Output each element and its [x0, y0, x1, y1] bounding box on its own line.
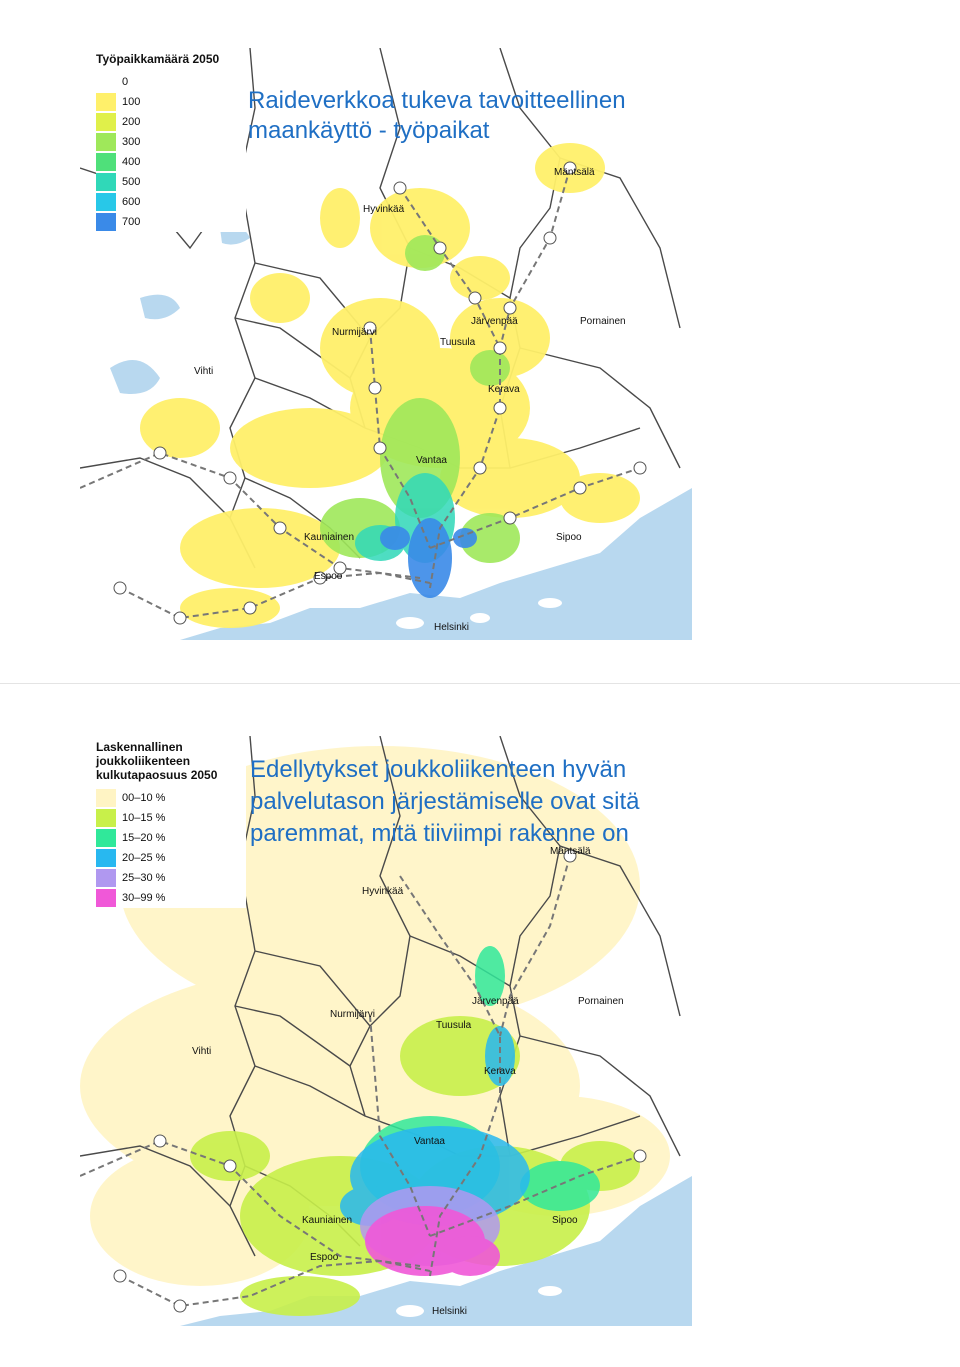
city-label: Kerava — [484, 1066, 516, 1077]
title-line: paremmat, mitä tiiviimpi rakenne on — [250, 820, 629, 847]
legend-items — [96, 72, 246, 232]
city-label: Vihti — [194, 366, 214, 377]
city-label: Hyvinkää — [362, 886, 404, 897]
legend-label: 700 — [122, 216, 141, 228]
legend-workplaces — [96, 52, 246, 232]
city-label: Järvenpää — [471, 316, 518, 327]
title-line: palvelutason järjestämiselle ovat sitä — [250, 788, 640, 815]
legend-label: 200 — [122, 116, 141, 128]
legend-swatch — [96, 193, 116, 211]
legend-item — [96, 848, 246, 868]
city-label: Vantaa — [416, 455, 447, 466]
legend-swatch — [96, 133, 116, 151]
slide-transit-share — [0, 683, 960, 1366]
city-label: Espoo — [310, 1252, 339, 1263]
legend-label: 10–15 % — [122, 812, 166, 824]
city-label: Kauniainen — [304, 532, 355, 543]
legend-item — [96, 212, 246, 232]
city-label: Kauniainen — [302, 1215, 353, 1226]
city-label: Hyvinkää — [363, 204, 405, 215]
legend-title-line: joukkoliikenteen — [96, 754, 191, 768]
city-label: Järvenpää — [472, 996, 519, 1007]
city-label: Kerava — [488, 384, 520, 395]
legend-item — [96, 172, 246, 192]
city-label: Sipoo — [552, 1215, 578, 1226]
legend-label: 15–20 % — [122, 832, 166, 844]
city-label: Mäntsälä — [554, 167, 595, 178]
legend-item — [96, 112, 246, 132]
legend-item — [96, 788, 246, 808]
legend-item — [96, 828, 246, 848]
legend-transit-share — [96, 740, 246, 908]
slide-workplaces — [0, 0, 960, 683]
legend-swatch — [96, 213, 116, 231]
legend-label: 300 — [122, 136, 141, 148]
title-line: Edellytykset joukkoliikenteen hyvän — [250, 756, 627, 783]
legend-swatch — [96, 93, 116, 111]
legend-item — [96, 92, 246, 112]
city-label: Sipoo — [556, 532, 582, 543]
legend-swatch — [96, 153, 116, 171]
legend-label: 100 — [122, 96, 141, 108]
city-label: Nurmijärvi — [330, 1009, 375, 1020]
slide-title — [248, 86, 768, 146]
legend-item — [96, 192, 246, 212]
city-label: Vihti — [192, 1046, 212, 1057]
legend-items — [96, 788, 246, 908]
city-label: Vantaa — [414, 1136, 445, 1147]
legend-swatch — [96, 113, 116, 131]
city-label: Espoo — [314, 571, 343, 582]
legend-swatch — [96, 869, 116, 887]
legend-swatch — [96, 889, 116, 907]
legend-item — [96, 808, 246, 828]
legend-item — [96, 152, 246, 172]
slide-title — [250, 754, 770, 850]
legend-swatch — [96, 73, 116, 91]
legend-label: 600 — [122, 196, 141, 208]
legend-label: 20–25 % — [122, 852, 166, 864]
legend-label: 400 — [122, 156, 141, 168]
city-label: Helsinki — [432, 1306, 468, 1317]
city-label: Nurmijärvi — [332, 327, 377, 338]
legend-swatch — [96, 829, 116, 847]
city-label: Tuusula — [440, 337, 476, 348]
legend-label: 0 — [122, 76, 129, 88]
legend-label: 30–99 % — [122, 892, 166, 904]
legend-item — [96, 888, 246, 908]
city-label: Helsinki — [434, 622, 470, 633]
title-line: maankäyttö - työpaikat — [248, 117, 490, 144]
city-label: Tuusula — [436, 1020, 472, 1031]
legend-label: 500 — [122, 176, 141, 188]
legend-title-line: Laskennallinen — [96, 740, 183, 754]
legend-title-line: kulkutapaosuus 2050 — [96, 768, 218, 782]
legend-swatch — [96, 809, 116, 827]
legend-label: 25–30 % — [122, 872, 166, 884]
legend-item — [96, 72, 246, 92]
city-label: Mäntsälä — [550, 846, 591, 857]
legend-item — [96, 132, 246, 152]
legend-label: 00–10 % — [122, 792, 166, 804]
legend-title — [96, 740, 246, 782]
city-label: Pornainen — [580, 316, 626, 327]
city-label: Pornainen — [578, 996, 624, 1007]
legend-swatch — [96, 173, 116, 191]
title-line: Raideverkkoa tukeva tavoitteellinen — [248, 87, 626, 114]
legend-item — [96, 868, 246, 888]
legend-swatch — [96, 789, 116, 807]
legend-swatch — [96, 849, 116, 867]
legend-title: Työpaikkamäärä 2050 — [96, 52, 220, 66]
